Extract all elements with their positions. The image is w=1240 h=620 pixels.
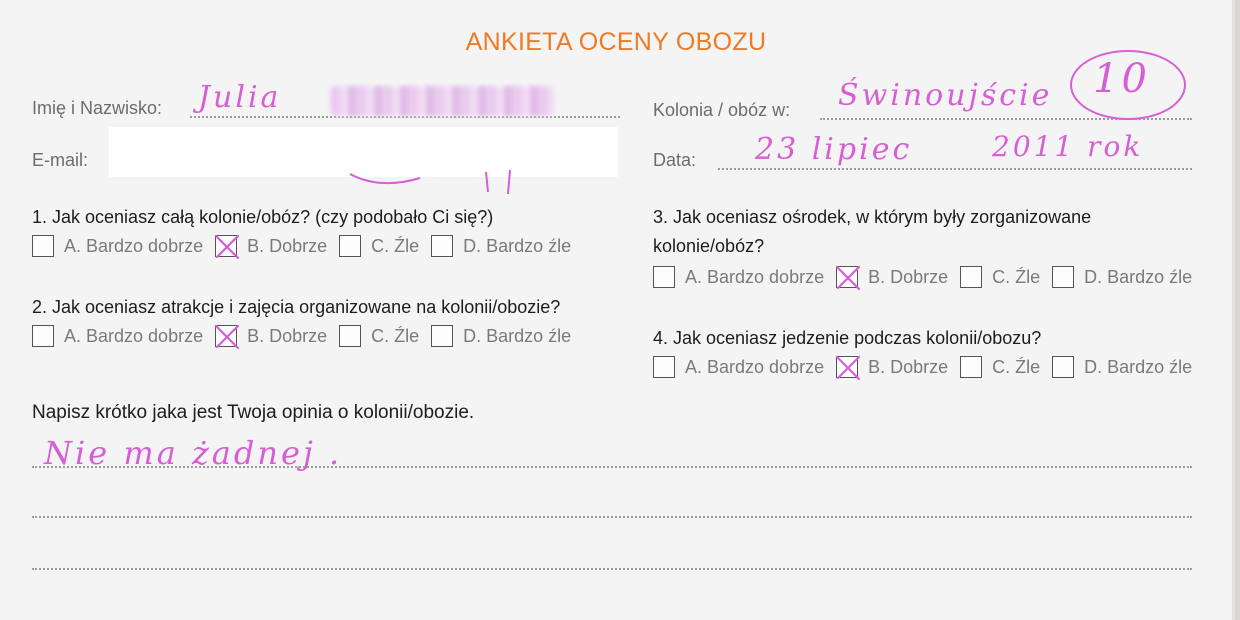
number-handwriting: 10	[1093, 56, 1150, 102]
checkmark-x-icon	[833, 263, 863, 293]
opinion-line-2	[32, 516, 1192, 518]
option-label: C. Źle	[371, 235, 420, 256]
question-1: 1. Jak oceniasz całą kolonie/obóz? (czy podobało Ci się?)	[32, 207, 494, 227]
checkbox[interactable]	[215, 325, 237, 347]
option-label: C. Źle	[992, 356, 1041, 377]
checkbox[interactable]	[653, 266, 675, 288]
question-3	[653, 203, 1091, 261]
checkbox[interactable]	[32, 325, 54, 347]
form-title: ANKIETA OCENY OBOZU	[465, 28, 767, 56]
checkbox[interactable]	[960, 356, 982, 378]
checkbox[interactable]	[215, 235, 237, 257]
date-label: Data:	[653, 150, 697, 170]
opinion-line-3	[32, 568, 1192, 570]
ink-fragments	[340, 168, 530, 198]
question-4-option-d[interactable]	[1052, 356, 1192, 378]
year-handwriting: 2011 rok	[992, 130, 1144, 163]
question-2-option-c[interactable]	[339, 325, 419, 347]
question-3-option-b[interactable]	[836, 266, 948, 288]
checkmark-x-icon	[212, 232, 242, 262]
date-line	[718, 168, 1192, 170]
checkbox[interactable]	[339, 235, 361, 257]
option-label: C. Źle	[371, 325, 420, 346]
opinion-handwriting: Nie ma żadnej .	[44, 434, 343, 472]
question-4-options	[653, 356, 1204, 378]
option-label: C. Źle	[992, 266, 1041, 287]
question-2-option-a[interactable]	[32, 325, 203, 347]
name-redaction	[330, 86, 555, 116]
camp-handwriting: Świnoujście	[838, 78, 1053, 113]
option-label: D. Bardzo źle	[463, 235, 572, 256]
option-label: D. Bardzo źle	[1084, 356, 1193, 377]
name-label: Imię i Nazwisko:	[32, 98, 163, 118]
question-3-line-1: 3. Jak oceniasz ośrodek, w którym były zorganizowane	[653, 207, 1092, 227]
question-2-options	[32, 325, 583, 347]
checkbox[interactable]	[960, 266, 982, 288]
option-label: B. Dobrze	[247, 325, 328, 346]
question-1-option-d[interactable]	[431, 235, 571, 257]
checkbox[interactable]	[431, 235, 453, 257]
option-label: B. Dobrze	[868, 266, 949, 287]
checkbox[interactable]	[836, 266, 858, 288]
checkbox[interactable]	[836, 356, 858, 378]
question-2: 2. Jak oceniasz atrakcje i zajęcia organizowane na kolonii/obozie?	[32, 297, 561, 317]
question-4-option-b[interactable]	[836, 356, 948, 378]
question-4-option-c[interactable]	[960, 356, 1040, 378]
opinion-line-1	[32, 466, 1192, 468]
option-label: B. Dobrze	[247, 235, 328, 256]
checkbox[interactable]	[431, 325, 453, 347]
question-4-option-a[interactable]	[653, 356, 824, 378]
question-1-option-a[interactable]	[32, 235, 203, 257]
question-3-options	[653, 266, 1204, 288]
checkmark-x-icon	[212, 322, 242, 352]
checkbox[interactable]	[653, 356, 675, 378]
option-label: A. Bardzo dobrze	[685, 356, 825, 377]
checkbox[interactable]	[1052, 266, 1074, 288]
question-2-option-d[interactable]	[431, 325, 571, 347]
option-label: B. Dobrze	[868, 356, 949, 377]
date-handwriting: 23 lipiec	[755, 132, 913, 167]
option-label: A. Bardzo dobrze	[64, 235, 204, 256]
question-1-option-c[interactable]	[339, 235, 419, 257]
name-handwriting: Julia	[198, 80, 282, 115]
option-label: A. Bardzo dobrze	[64, 325, 204, 346]
checkmark-x-icon	[833, 353, 863, 383]
camp-label: Kolonia / obóz w:	[653, 100, 791, 120]
question-3-line-2: kolonie/obóz?	[653, 236, 765, 256]
question-3-option-c[interactable]	[960, 266, 1040, 288]
question-4: 4. Jak oceniasz jedzenie podczas kolonii/obozu?	[653, 328, 1042, 348]
option-label: D. Bardzo źle	[463, 325, 572, 346]
question-2-option-b[interactable]	[215, 325, 327, 347]
question-3-option-d[interactable]	[1052, 266, 1192, 288]
question-1-option-b[interactable]	[215, 235, 327, 257]
option-label: D. Bardzo źle	[1084, 266, 1193, 287]
checkbox[interactable]	[1052, 356, 1074, 378]
question-3-option-a[interactable]	[653, 266, 824, 288]
email-label: E-mail:	[32, 150, 89, 170]
question-1-options	[32, 235, 583, 257]
name-line	[190, 116, 620, 118]
checkbox[interactable]	[32, 235, 54, 257]
option-label: A. Bardzo dobrze	[685, 266, 825, 287]
opinion-label: Napisz krótko jaka jest Twoja opinia o kolonii/obozie.	[32, 402, 475, 423]
checkbox[interactable]	[339, 325, 361, 347]
